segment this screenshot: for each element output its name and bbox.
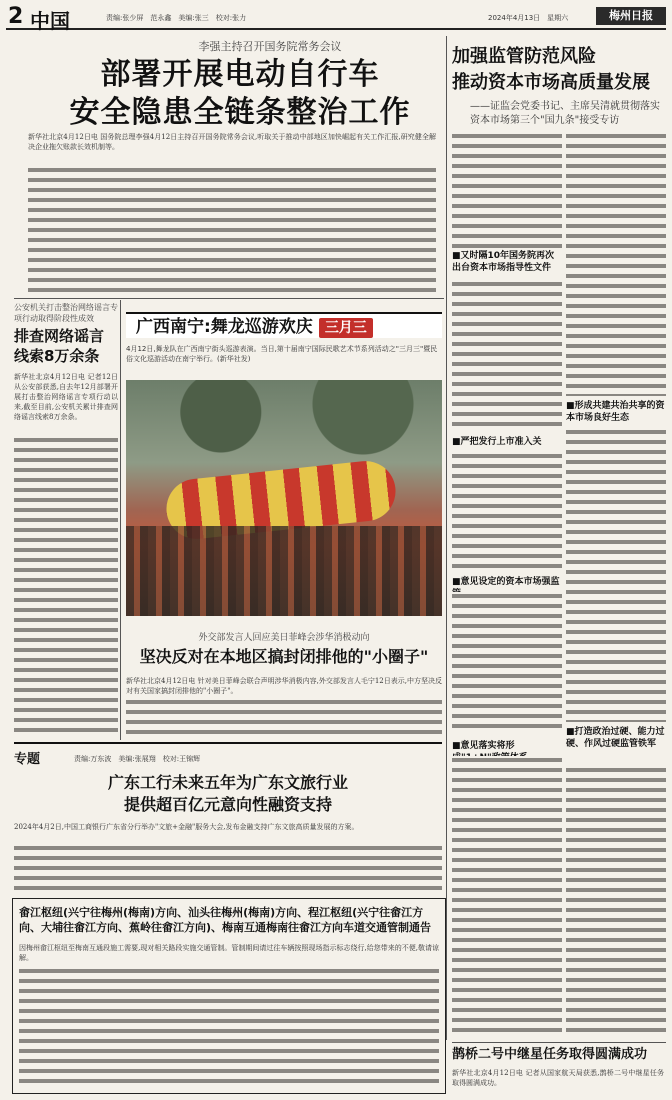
right-article-column-1d xyxy=(452,592,562,732)
main-article-kicker: 李强主持召开国务院常务会议 xyxy=(198,40,342,53)
photo-trees xyxy=(126,380,442,460)
right-article-column-2 xyxy=(566,132,666,396)
editor-credits: 责编:张少屏 范永鑫 美编:张三 校对:张力 xyxy=(106,14,247,22)
right-article-title xyxy=(452,44,664,96)
photo-caption: 4月12日,舞龙队在广西南宁街头巡游表演。当日,第十届南宁国际民歌艺术节系列活动之"三月三"暨民俗文化巡游活动在南宁举行。(新华社发) xyxy=(126,345,438,363)
right-subhead-d: ■意见设定的资本市场强监 xyxy=(452,577,560,587)
left-article-kicker: 公安机关打击整治网络谣言专项行动取得阶段性成效 xyxy=(14,303,118,323)
right-article-subtitle: ——证监会党委书记、主席吴清就贯彻落实资本市场第三个"国九条"接受专访 xyxy=(470,101,660,126)
special-title-line1: 广东工行未来五年为广东文旅行业 xyxy=(107,773,348,792)
newspaper-logo: 梅州日报 xyxy=(596,7,666,25)
right-subhead-f: ■打造政治过硬、能力过硬、作风过硬监管铁军 xyxy=(566,727,665,749)
right-title-line2: 推动资本市场高质量发展 xyxy=(452,72,650,93)
page-header xyxy=(6,4,666,33)
right-article-column-2c xyxy=(566,766,666,1036)
special-lead: 2024年4月2日,中国工商银行广东省分行举办"文旅+金融"服务大会,发布金融支持广东文旅高质量发展的方案。 xyxy=(14,823,359,831)
right-subhead-c: ■形成共建共治共享的资本市场良好生态 xyxy=(566,401,665,423)
mid-article-text xyxy=(126,698,442,734)
right-article-column-1e xyxy=(452,756,562,1036)
special-section-bar xyxy=(14,742,442,772)
main-headline-line1: 部署开展电动自行车 xyxy=(100,57,380,92)
special-credits: 责编:万东波 美编:张展翔 校对:王锦辉 xyxy=(74,755,201,763)
notice-text xyxy=(19,967,439,1087)
photo-crowd xyxy=(126,526,442,616)
section-name: 中国 xyxy=(30,9,70,33)
special-text xyxy=(14,844,442,892)
left-article-title: 排查网络谣言线索8万余条 xyxy=(14,327,105,365)
photo-story-title xyxy=(126,312,442,338)
special-title-line2: 提供超百亿元意向性融资支持 xyxy=(123,795,332,814)
main-article-body xyxy=(28,132,436,294)
left-article-body xyxy=(14,372,118,732)
festival-tag: 三月三 xyxy=(319,318,373,338)
traffic-notice-box xyxy=(12,898,446,1094)
notice-lead: 因梅州畲江枢纽至梅南互通段施工需要,现对相关路段实施交通管制。管制期间请过往车辆按照现场指示标志绕行,给您带来的不便,敬请谅解。 xyxy=(19,944,439,962)
main-article-headline xyxy=(30,56,450,132)
main-article-lead: 新华社北京4月12日电 国务院总理李强4月12日主持召开国务院常务会议,听取关于推动中部地区加快崛起有关工作汇报,研究健全解决企业拖欠账款长效机制等。 xyxy=(28,133,436,151)
right-article-column-1 xyxy=(452,132,562,248)
bottom-right-lead: 新华社北京4月12日电 记者从国家航天局获悉,鹊桥二号中继星任务取得圆满成功。 xyxy=(452,1069,664,1087)
dragon-dance-photo xyxy=(126,380,442,616)
notice-body xyxy=(19,943,439,1089)
right-subhead-a: ■又时隔10年国务院再次出台资本市场指导性文件 xyxy=(452,251,555,273)
mid-article-title: 坚决反对在本地区搞封闭排他的"小圈子" xyxy=(139,647,429,666)
left-article-text xyxy=(14,436,118,732)
special-label: 专题 xyxy=(14,752,41,767)
bottom-right-title: 鹊桥二号中继星任务取得圆满成功 xyxy=(452,1047,648,1062)
right-subhead-e: ■意见落实将形 xyxy=(452,741,515,751)
page-number: 2 xyxy=(8,4,24,29)
mid-article-body xyxy=(126,676,442,736)
special-title xyxy=(14,772,442,816)
right-article-column-2b xyxy=(566,428,666,722)
notice-title: 畲江枢纽(兴宁往梅州(梅南)方向、汕头往梅州(梅南)方向、程江枢纽(兴宁往畲江方向、大埔往畲江方向、蕉岭往畲江方向)、梅南互通梅南往畲江方向车道交通管制通告 xyxy=(19,906,432,934)
right-title-line1: 加强监管防范风险 xyxy=(452,46,596,67)
main-article-text-columns xyxy=(28,166,436,294)
issue-date: 2024年4月13日 星期六 xyxy=(488,14,569,22)
mid-article-kicker: 外交部发言人回应美日菲峰会涉华消极动向 xyxy=(198,633,370,643)
main-headline-line2: 安全隐患全链条整治工作 xyxy=(69,95,411,130)
photo-title-text: 广西南宁:舞龙巡游欢庆 xyxy=(136,317,313,337)
mid-article-lead: 新华社北京4月12日电 针对美日菲峰会联合声明涉华消极内容,外交部发言人毛宁12日表示,中方坚决反对有关国家搞封闭排他的"小圈子"。 xyxy=(126,677,442,695)
right-article-column-1c xyxy=(452,452,562,572)
special-body xyxy=(14,822,442,894)
right-subhead-b: ■严把发行上市准入关 xyxy=(452,437,542,447)
right-article-column-1b xyxy=(452,280,562,430)
left-article-lead: 新华社北京4月12日电 记者12日从公安部获悉,自去年12月部署开展打击整治网络谣言专项行动以来,截至目前,公安机关累计排查网络谣言线索8万余条。 xyxy=(14,373,118,421)
